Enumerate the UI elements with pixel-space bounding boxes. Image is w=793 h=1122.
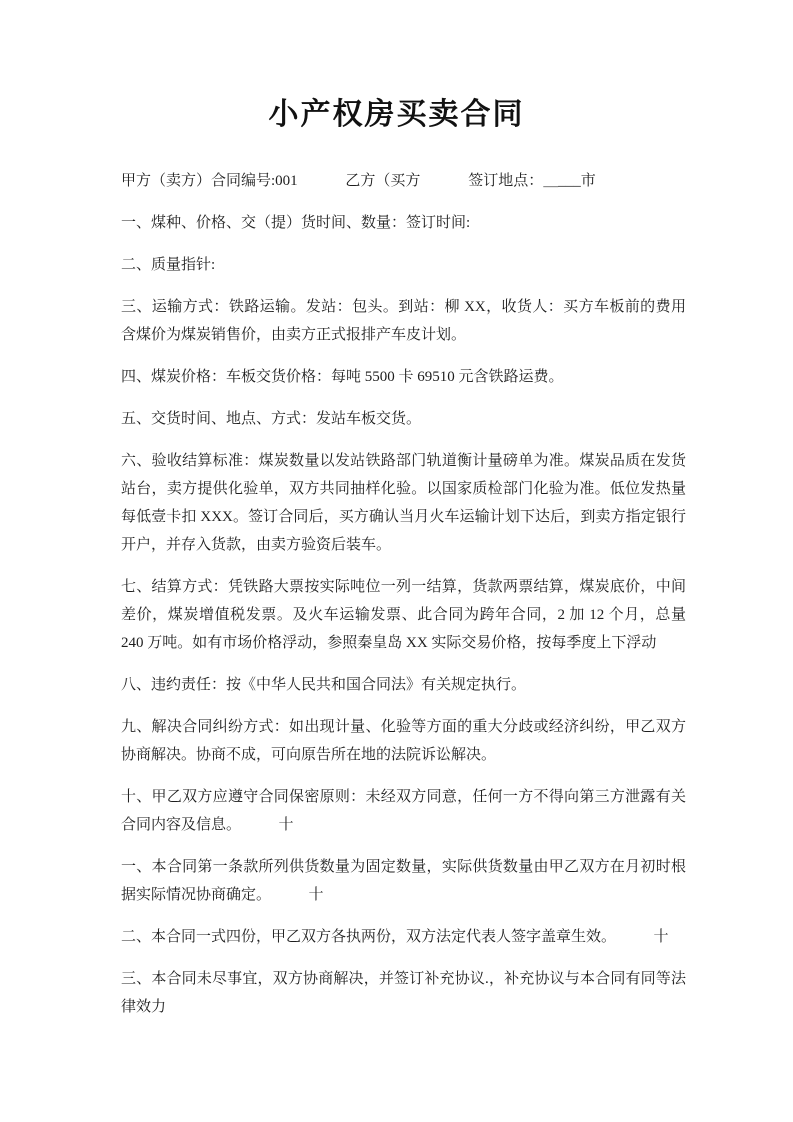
document-body <box>0 167 686 1021</box>
clause-1: 一、煤种、价格、交（提）货时间、数量：签订时间: <box>121 215 471 231</box>
signing-place-field: 签订地点：＿___市 <box>468 173 596 189</box>
clause-11: 一、本合同第一条款所列供货数量为固定数量，实际供货数量由甲乙双方在月初时根据实际情况协商确定。 十 <box>121 859 686 903</box>
clause-7: 七、结算方式：凭铁路大票按实际吨位一列一结算，货款两票结算，煤炭底价，中间差价，煤炭增值税发票。及火车运输发票、此合同为跨年合同，2 加 12 个月，总量 240 万吨。如有市场价格浮动，参照秦皇岛 XX 实际交易价格，按每季度上下浮动 <box>121 579 686 651</box>
clause-4: 四、煤炭价格：车板交货价格：每吨 5500 卡 69510 元含铁路运费。 <box>121 369 564 385</box>
clause-6: 六、验收结算标准：煤炭数量以发站铁路部门轨道衡计量磅单为准。煤炭品质在发货站台，卖方提供化验单，双方共同抽样化验。以国家质检部门化验为准。低位发热量每低壹卡扣 XXX。签订合同后，买方确认当月火车运输计划下达后，到卖方指定银行开户，并存入货款，由卖方验资后装车。 <box>121 453 686 553</box>
clause-8: 八、违约责任：按《中华人民共和国合同法》有关规定执行。 <box>121 677 527 693</box>
clause-5: 五、交货时间、地点、方式：发站车板交货。 <box>121 411 422 427</box>
document-title: 小产权房买卖合同 <box>268 98 525 131</box>
clause-9: 九、解决合同纠纷方式：如出现计量、化验等方面的重大分歧或经济纠纷，甲乙双方协商解决。协商不成，可向原告所在地的法院诉讼解决。 <box>121 719 686 763</box>
clause-12: 二、本合同一式四份，甲乙双方各执两份，双方法定代表人签字盖章生效。 十 <box>121 929 669 945</box>
clause-2: 二、质量指针: <box>121 257 216 273</box>
clause-13: 三、本合同未尽事宜，双方协商解决，并签订补充协议.，补充协议与本合同有同等法律效力 <box>121 971 686 1015</box>
clause-3: 三、运输方式：铁路运输。发站：包头。到站：柳 XX，收货人：买方车板前的费用含煤价为煤炭销售价，由卖方正式报排产车皮计划。 <box>121 299 686 343</box>
party-a-contract-number: 甲方（卖方）合同编号:001 <box>121 173 298 189</box>
contract-meta-line <box>121 167 686 195</box>
party-b-label: 乙方（买方 <box>345 173 421 189</box>
clause-10: 十、甲乙双方应遵守合同保密原则：未经双方同意，任何一方不得向第三方泄露有关合同内容及信息。 十 <box>121 789 686 833</box>
